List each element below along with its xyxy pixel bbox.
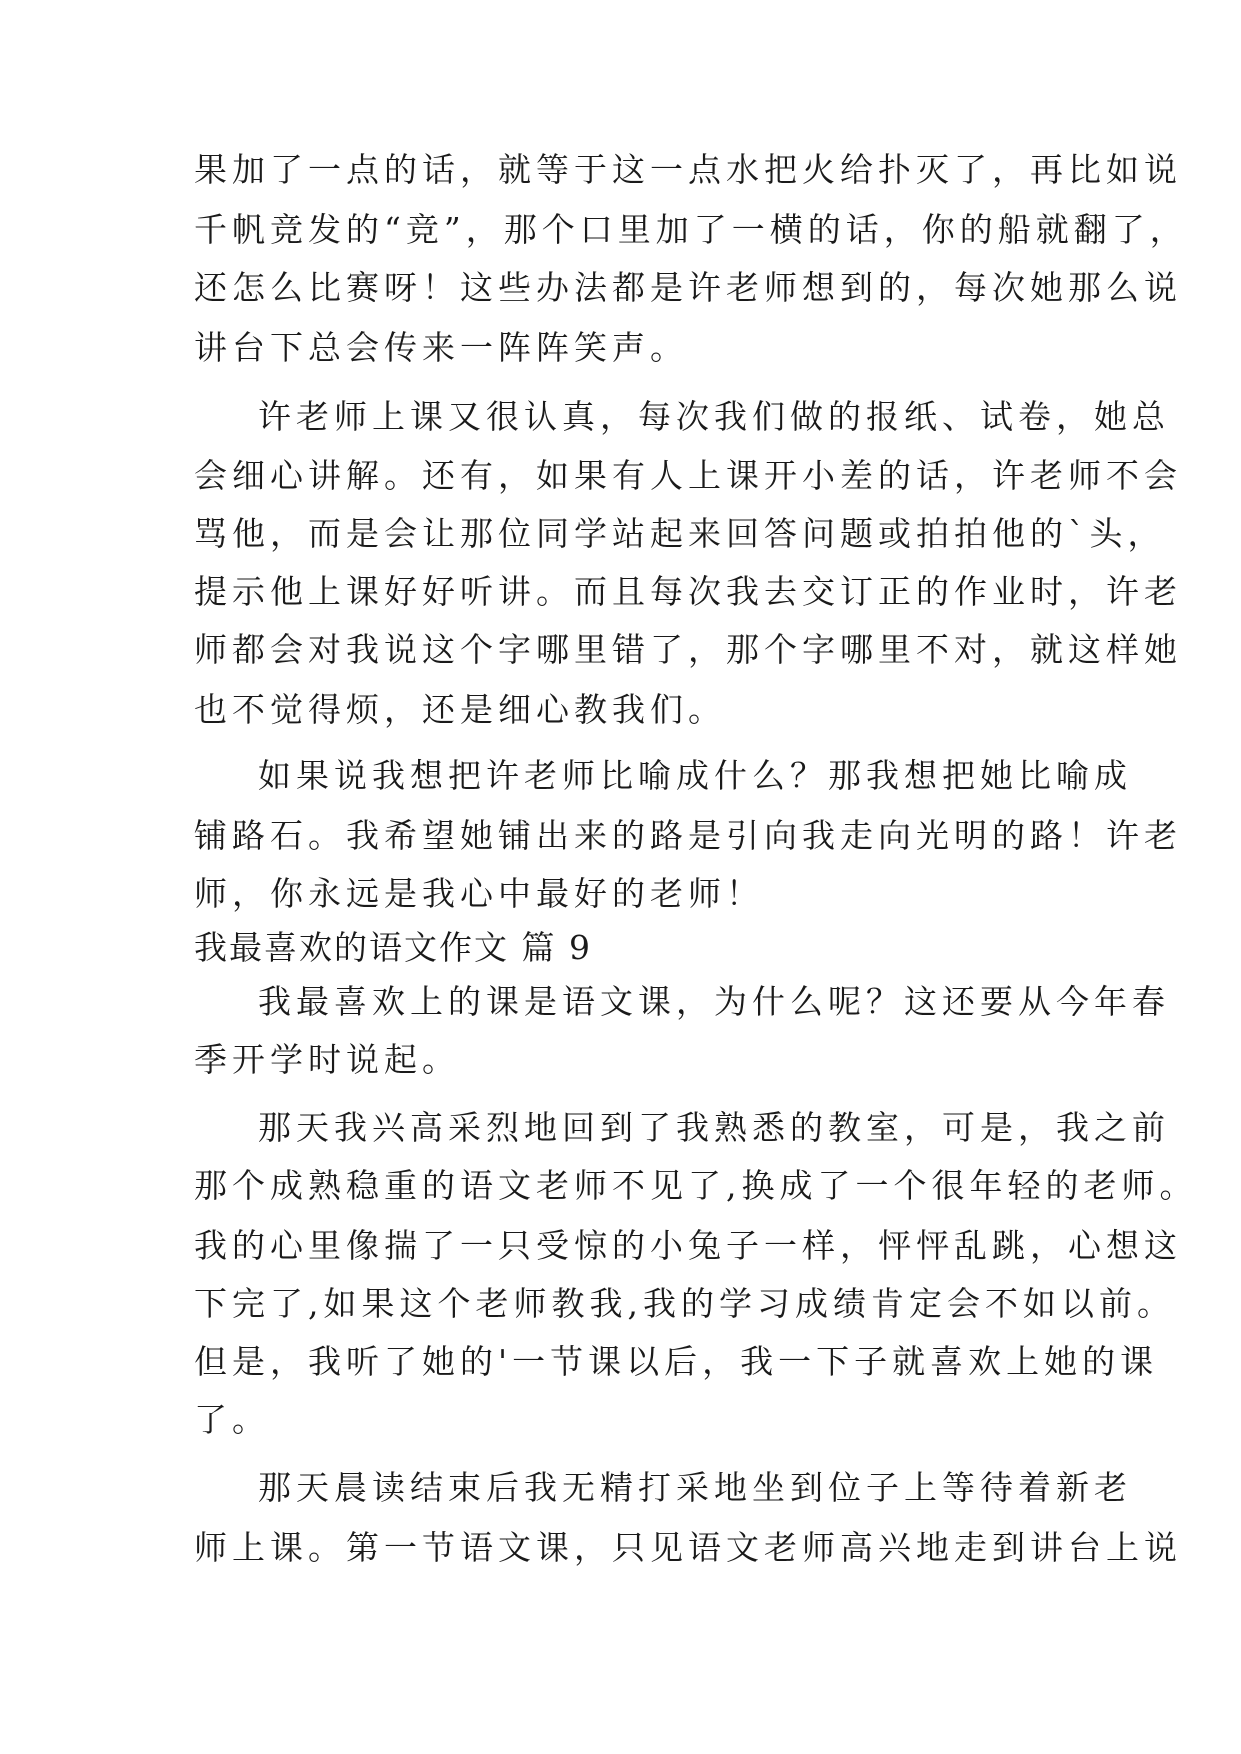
paragraph-first-line: 那天我兴高采烈地回到了我熟悉的教室，可是，我之前: [258, 1108, 1170, 1147]
text-line: 提示他上课好好听讲。而且每次我去交订正的作业时，许老: [194, 572, 1182, 611]
text-line: 果加了一点的话，就等于这一点水把火给扑灭了，再比如说: [194, 150, 1182, 189]
text-line: 下完了,如果这个老师教我,我的学习成绩肯定会不如以前。: [194, 1284, 1175, 1323]
text-line: 会细心讲解。还有，如果有人上课开小差的话，许老师不会: [194, 456, 1182, 495]
paragraph-first-line: 那天晨读结束后我无精打采地坐到位子上等待着新老: [258, 1468, 1132, 1507]
text-line: 但是，我听了她的'一节课以后，我一下子就喜欢上她的课: [194, 1342, 1159, 1381]
paragraph-first-line: 如果说我想把许老师比喻成什么？那我想把她比喻成: [258, 756, 1132, 795]
text-line: 讲台下总会传来一阵阵笑声。: [194, 328, 688, 367]
text-line: 那个成熟稳重的语文老师不见了,换成了一个很年轻的老师。: [194, 1166, 1198, 1205]
text-line: 了。: [194, 1400, 270, 1439]
text-line: 师，你永远是我心中最好的老师！: [194, 874, 764, 913]
text-line: 千帆竞发的“竞”，那个口里加了一横的话，你的船就翻了，: [194, 210, 1188, 249]
text-line: 我的心里像揣了一只受惊的小兔子一样，怦怦乱跳，心想这: [194, 1226, 1182, 1265]
paragraph-first-line: 许老师上课又很认真，每次我们做的报纸、试卷，她总: [258, 397, 1170, 436]
section-heading: 我最喜欢的语文作文 篇 9: [194, 928, 592, 967]
paragraph-first-line: 我最喜欢上的课是语文课，为什么呢？这还要从今年春: [258, 982, 1170, 1021]
text-line: 还怎么比赛呀！这些办法都是许老师想到的，每次她那么说: [194, 268, 1182, 307]
text-line: 季开学时说起。: [194, 1040, 460, 1079]
text-line: 师都会对我说这个字哪里错了，那个字哪里不对，就这样她: [194, 630, 1182, 669]
text-line: 师上课。第一节语文课，只见语文老师高兴地走到讲台上说: [194, 1528, 1182, 1567]
text-line: 骂他，而是会让那位同学站起来回答问题或拍拍他的`头，: [194, 514, 1166, 553]
text-line: 铺路石。我希望她铺出来的路是引向我走向光明的路！许老: [194, 816, 1182, 855]
text-line: 也不觉得烦，还是细心教我们。: [194, 690, 726, 729]
